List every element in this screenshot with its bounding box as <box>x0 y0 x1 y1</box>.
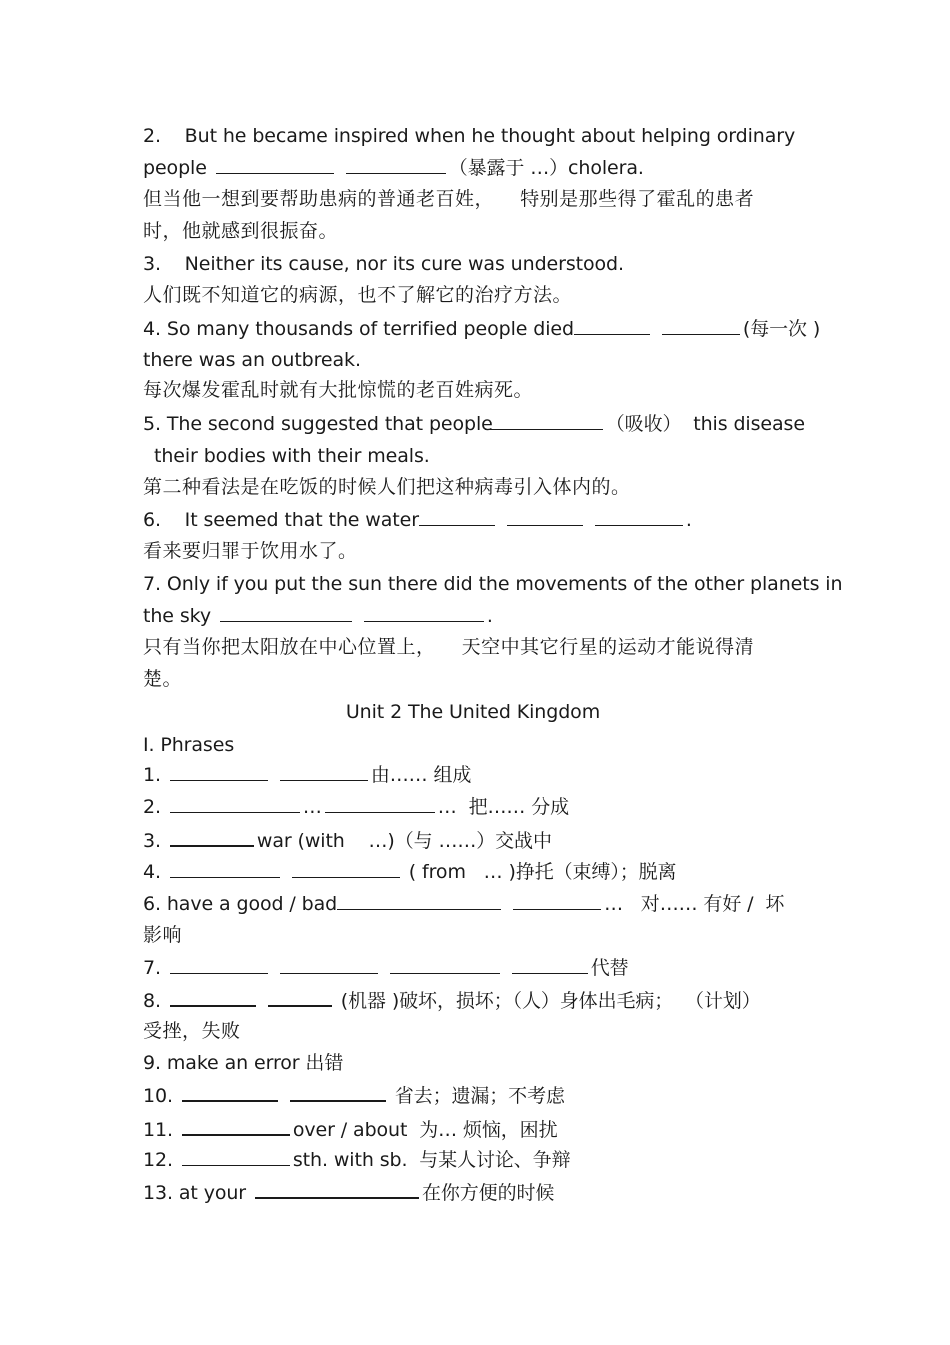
answer-blank[interactable] <box>170 987 256 1007</box>
sentence-6: 6. It seemed that the water . <box>143 509 692 531</box>
phrase-6-line-2: 影响 <box>143 924 183 946</box>
phrase-8-line-1: 8. (机器 )破坏，损坏；（人）身体出毛病； （计划） <box>143 987 761 1013</box>
sentence-4-line-1: 4. So many thousands of terrified people died (每一次 ) <box>143 318 821 340</box>
sentence-2-translation-line-2: 时，他就感到很振奋。 <box>143 220 339 242</box>
answer-blank[interactable] <box>507 507 583 526</box>
sentence-7-translation-line-1: 只有当你把太阳放在中心位置上， 天空中其它行星的运动才能说得清 <box>143 636 755 658</box>
sentence-2-translation-line-1: 但当他一想到要帮助患病的普通老百姓， 特别是那些得了霍乱的患者 <box>143 188 755 210</box>
answer-blank[interactable] <box>513 891 601 910</box>
sentence-7-translation-line-2: 楚。 <box>143 668 183 690</box>
phrase-6-line-1: 6. have a good / bad … 对…… 有好 / 坏 <box>143 893 785 915</box>
sentence-3-translation: 人们既不知道它的病源，也不了解它的治疗方法。 <box>143 284 573 306</box>
sentence-2-line-2: people （暴露于 …）cholera. <box>143 157 644 179</box>
phrase-11: 11. over / about 为… 烦恼，困扰 <box>143 1116 557 1142</box>
answer-blank[interactable] <box>220 603 352 622</box>
sentence-3: 3. Neither its cause, nor its cure was understood. <box>143 253 624 275</box>
phrase-12: 12. sth. with sb. 与某人讨论、争辩 <box>143 1149 571 1171</box>
answer-blank[interactable] <box>325 794 435 813</box>
answer-blank[interactable] <box>419 507 495 526</box>
phrase-3: 3. war (with …)（与 ……）交战中 <box>143 827 552 853</box>
answer-blank[interactable] <box>512 955 588 974</box>
phrase-9: 9. make an error 出错 <box>143 1052 344 1074</box>
answer-blank[interactable] <box>390 955 500 974</box>
answer-blank[interactable] <box>595 507 683 526</box>
unit-2-title: Unit 2 The United Kingdom <box>345 701 601 723</box>
sentence-4-line-2: there was an outbreak. <box>143 349 361 371</box>
answer-blank[interactable] <box>337 891 501 910</box>
phrase-13: 13. at your 在你方便的时候 <box>143 1179 554 1205</box>
answer-blank[interactable] <box>255 1179 419 1199</box>
sentence-5-line-1: 5. The second suggested that people （吸收） this disease <box>143 413 805 435</box>
answer-blank[interactable] <box>182 1147 290 1166</box>
phrase-10: 10. 省去；遗漏；不考虑 <box>143 1082 565 1108</box>
answer-blank[interactable] <box>170 827 254 847</box>
phrase-1: 1. 由…… 组成 <box>143 764 472 786</box>
answer-blank[interactable] <box>280 955 378 974</box>
answer-blank[interactable] <box>364 603 484 622</box>
answer-blank[interactable] <box>170 762 268 781</box>
sentence-7-line-2: the sky . <box>143 605 493 627</box>
sentence-5-line-2: their bodies with their meals. <box>154 445 430 467</box>
phrase-4: 4. ( from … )挣托（束缚）；脱离 <box>143 861 677 883</box>
sentence-2-line-1: 2. But he became inspired when he thought about helping ordinary <box>143 125 796 147</box>
answer-blank[interactable] <box>574 316 650 335</box>
answer-blank[interactable] <box>292 859 400 878</box>
phrase-8-line-2: 受挫，失败 <box>143 1020 241 1042</box>
answer-blank[interactable] <box>268 987 332 1007</box>
answer-blank[interactable] <box>662 316 740 335</box>
phrase-7: 7. 代替 <box>143 957 629 979</box>
sentence-5-translation: 第二种看法是在吃饭的时候人们把这种病毒引入体内的。 <box>143 476 631 498</box>
answer-blank[interactable] <box>290 1082 386 1102</box>
answer-blank[interactable] <box>346 155 446 174</box>
answer-blank[interactable] <box>182 1082 278 1102</box>
answer-blank[interactable] <box>216 155 334 174</box>
answer-blank[interactable] <box>170 955 268 974</box>
answer-blank[interactable] <box>485 411 603 430</box>
sentence-6-translation: 看来要归罪于饮用水了。 <box>143 540 358 562</box>
answer-blank[interactable] <box>182 1116 290 1136</box>
phrase-2: 2. … … 把…… 分成 <box>143 796 570 818</box>
sentence-7-line-1: 7. Only if you put the sun there did the movements of the other planets in <box>143 573 843 595</box>
answer-blank[interactable] <box>170 794 300 813</box>
sentence-4-translation: 每次爆发霍乱时就有大批惊慌的老百姓病死。 <box>143 379 534 401</box>
answer-blank[interactable] <box>170 859 280 878</box>
answer-blank[interactable] <box>280 762 368 781</box>
phrases-section-heading: I. Phrases <box>143 734 235 756</box>
